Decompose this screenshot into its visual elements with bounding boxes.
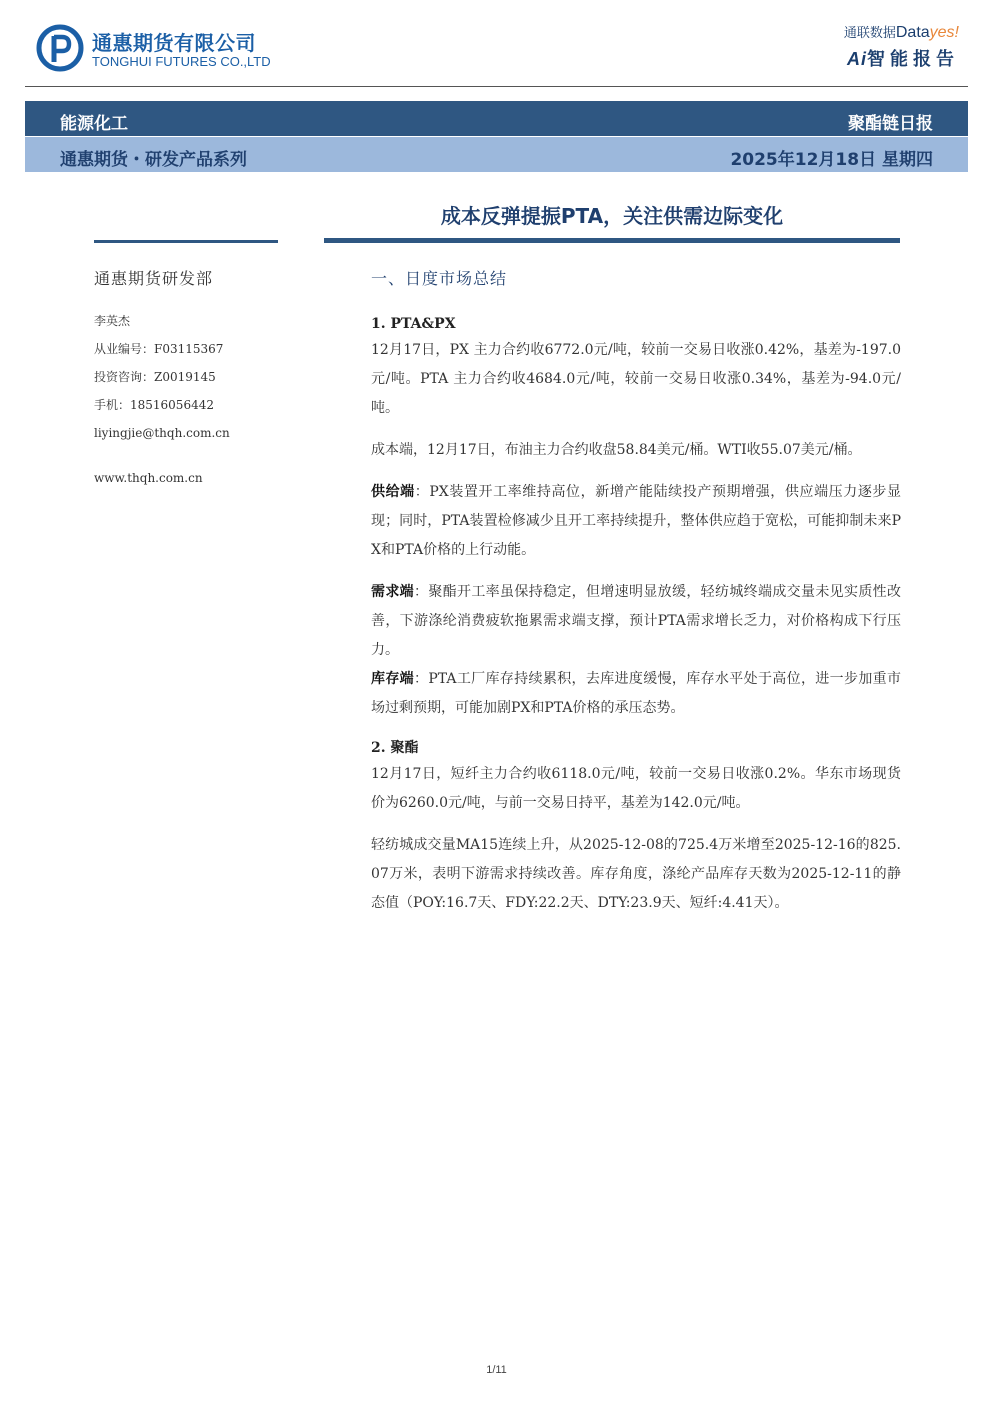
title-underline: [324, 238, 900, 243]
section-title: 一、日度市场总结: [371, 269, 508, 288]
report-date: 2025年12月18日 星期四: [730, 150, 933, 170]
supply-lead: 供给端: [371, 484, 415, 500]
header-divider: [25, 86, 968, 87]
ai-report-label: [759, 45, 959, 71]
inventory-text: ：PTA工厂库存持续累积，去库进度缓慢，库存水平处于高位，进一步加重市场过剩预期，可能加剧PX和PTA价格的承压态势。: [371, 671, 902, 716]
subsection-title-polyester: 2. 聚酯: [371, 740, 419, 756]
advisory-number: 投资咨询：Z0019145: [94, 370, 216, 384]
paragraph-inventory: [371, 665, 901, 723]
department-name: 通惠期货研发部: [94, 269, 214, 288]
paragraph-demand: [371, 578, 901, 665]
brand-data: Data: [895, 24, 930, 41]
brand-ai: Ai: [847, 49, 867, 69]
report-title: 成本反弹提振PTA，关注供需边际变化: [440, 204, 784, 228]
brand-line: [759, 22, 959, 42]
sidebar-top-rule: [94, 240, 278, 243]
page-number: 1/11: [486, 1364, 507, 1376]
page-header: [0, 0, 993, 100]
sector-label: 能源化工: [60, 114, 128, 134]
series-label: 通惠期货・研发产品系列: [60, 150, 247, 170]
report-type-label: 聚酯链日报: [848, 114, 933, 134]
paragraph-volume-inventory: 轻纺城成交量MA15连续上升，从2025-12-08的725.4万米增至2025-12-16的825.07万米，表明下游需求持续改善。库存角度，涤纶产品库存天数为2025-12-11的静态值（POY:16.7天、FDY:22.2天、DTY:23.9天、短纤:4.41天）。: [371, 837, 901, 911]
company-name-cn: 通惠期货有限公司: [92, 31, 256, 55]
paragraph-pta-px-price: 12月17日，PX 主力合约收6772.0元/吨，较前一交易日收涨0.42%，基差为-197.0元/吨。PTA 主力合约收4684.0元/吨，较前一交易日收涨0.34%，基差为-94.0元/吨。: [371, 342, 901, 416]
brand-sub: 智能报告: [867, 49, 959, 70]
subsection-title-pta-px: 1. PTA&PX: [371, 316, 456, 332]
demand-lead: 需求端: [371, 584, 414, 600]
supply-text: ：PX装置开工率维持高位，新增产能陆续投产预期增强，供应端压力逐步显现；同时，PTA装置检修减少且开工率持续提升，整体供应趋于宽松，可能抑制未来PX和PTA价格的上行动能。: [371, 484, 902, 558]
brand-prefix: 通联数据: [843, 26, 896, 41]
phone-number: 手机：18516056442: [94, 398, 214, 412]
datayes-brand: [759, 22, 959, 72]
sidebar: [94, 266, 294, 498]
license-number: 从业编号：F03115367: [94, 342, 224, 356]
analyst-name: 李英杰: [94, 314, 131, 328]
series-band: [25, 137, 968, 172]
company-logo: [36, 24, 276, 74]
paragraph-staple-fiber: 12月17日，短纤主力合约收6118.0元/吨，较前一交易日收涨0.2%。华东市场现货价为6260.0元/吨，与前一交易日持平，基差为142.0元/吨。: [371, 766, 901, 811]
demand-text: ：聚酯开工率虽保持稳定，但增速明显放缓，轻纺城终端成交量未见实质性改善，下游涤纶消费疲软拖累需求端支撑，预计PTA需求增长乏力，对价格构成下行压力。: [371, 584, 901, 658]
company-name-en: TONGHUI FUTURES CO.,LTD: [92, 54, 271, 69]
inventory-lead: 库存端: [371, 671, 415, 687]
website-link[interactable]: www.thqh.com.cn: [94, 471, 203, 485]
paragraph-supply: [371, 478, 901, 565]
email-link[interactable]: liyingjie@thqh.com.cn: [94, 426, 230, 440]
brand-yes: yes!: [929, 24, 959, 41]
sector-band: [25, 101, 968, 136]
paragraph-cost: 成本端，12月17日，布油主力合约收盘58.84美元/桶。WTI收55.07美元/桶。: [371, 442, 862, 458]
main-content: [371, 266, 901, 918]
tonghui-logo-icon: [36, 24, 84, 72]
